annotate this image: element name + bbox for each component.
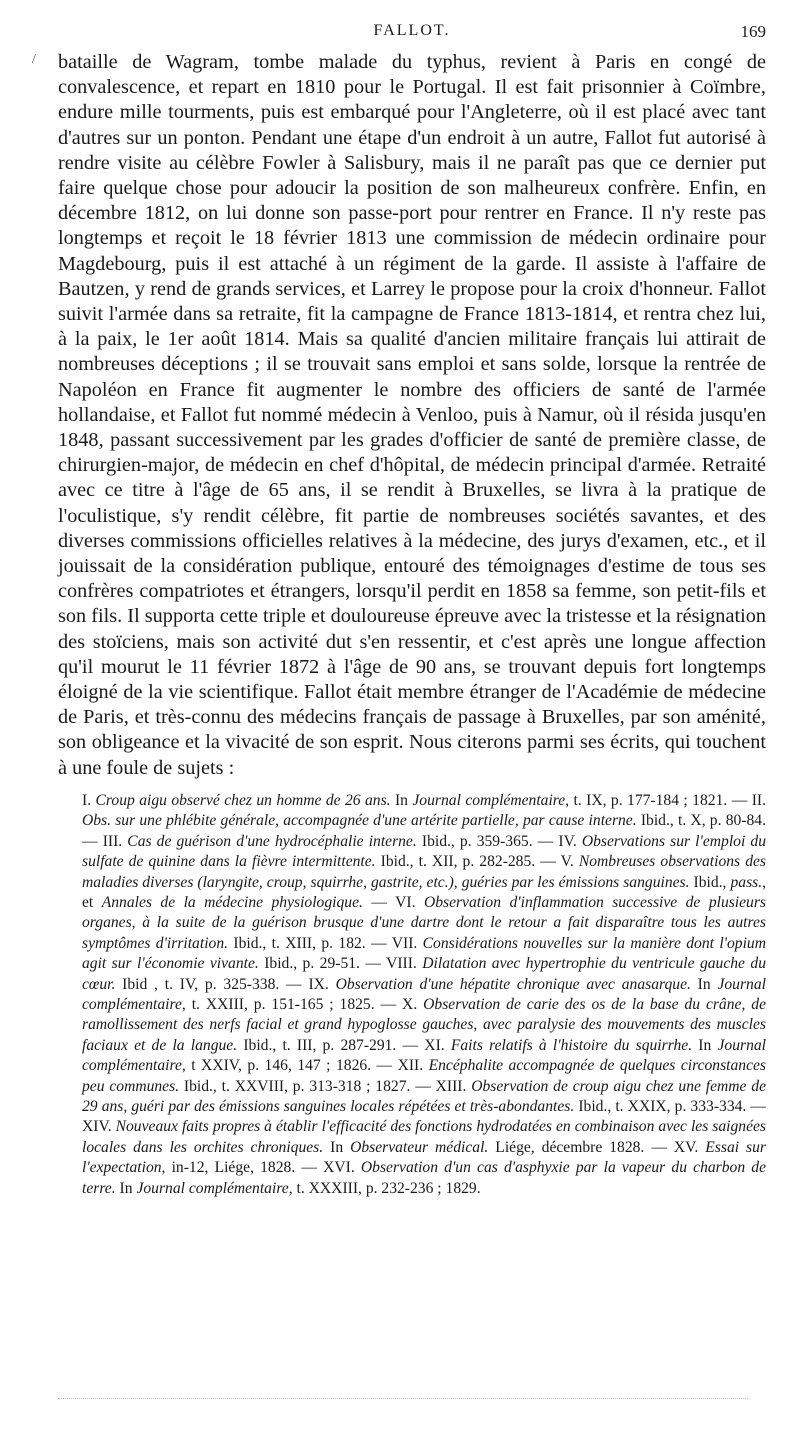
note-title: Observation d'un cas d'asphyxie par la vapeur du charbon de terre. [82,1159,766,1197]
note-title: Obs. sur une phlébite générale, accompagnée d'une artérite partielle, par cause interne. [82,812,637,830]
note-title: Nombreuses observations des maladies diverses (laryngite, croup, squirrhe, gastrite, etc.), guéries par les émissions sanguines. [82,853,766,891]
note-text: In [390,791,413,809]
note-text: , et [82,873,767,911]
note-text: Liége, décembre 1828. — XV. [488,1138,706,1156]
note-text: In [692,1036,718,1054]
note-title: Dilatation avec hypertrophie du ventricule gauche du cœur. [82,955,766,993]
note-text: Ibid., t. X, p. 80-84. — III. [82,812,766,850]
note-text: Ibid., t. XIII, p. 182. — VII. [228,934,423,952]
page-header [32,22,766,67]
note-title: Journal complémentaire [82,1036,767,1075]
note-title: Journal complémentaire [136,1179,289,1197]
note-title: Journal complémentaire [412,791,566,809]
note-title: Faits relatifs à l'histoire du squirrhe. [450,1036,693,1054]
note-text: Ibid., p. 359-365. — IV. [416,832,582,850]
note-title: Journal complémentaire [82,975,766,1013]
note-text: Ibid., t. XXVIII, p. 313-318 ; 1827. — XIII. [179,1077,472,1095]
bottom-dotted-rule [58,1398,748,1399]
note-title: Observation d'une hépatite chronique avec anasarque. [335,975,691,993]
page-number: 169 [740,22,766,41]
note-title: Observation de croup aigu chez une femme de 29 ans, guéri par des émissions sanguines locales répétées et très-abondantes. [82,1077,767,1115]
note-title: Observations sur l'emploi du sulfate de quinine dans la fièvre intermittente. [82,832,766,871]
note-text: , t XXIV, p. 146, 147 ; 1826. — XII. [181,1057,429,1075]
note-title: Cas de guérison d'une hydrocéphalie interne. [127,832,417,850]
note-text: In [323,1138,351,1156]
note-title: Annales de la médecine physiologique. [101,893,363,911]
note-text: Ibid., t. III, p. 287-291. — XI. [237,1036,451,1054]
note-title: Considérations nouvelles sur la manière dont l'opium agit sur l'économie vivante. [82,934,766,973]
note-title: Nouveaux faits propres à établir l'efficacité des fonctions hydrodatées en combinaison avec les saignées locales dans les orchites chroniques. [82,1118,766,1156]
note-title: pass. [730,873,763,891]
running-title: FALLOT. [373,22,451,39]
note-text: , in-12, Liége, 1828. — XVI. [161,1159,361,1177]
note-text: Ibid., t. XII, p. 282-285. — V. [375,853,579,871]
note-text: Ibid., t. XXIX, p. 333-334. — XIV. [82,1097,766,1136]
note-title: Observation de carie des os de la base du crâne, de ramollissement des nerfs facial et grand hypoglosse gauches, avec paralysie des mouvements des muscles faciaux et de la langue. [82,995,766,1054]
note-text: , t. XXXIII, p. 232-236 ; 1829. [288,1179,481,1197]
note-text: Ibid., p. 29-51. — VIII. [258,955,423,973]
bibliography-notes [58,791,766,1199]
note-title: Encéphalite accompagnée de quelques circonstances peu communes. [82,1057,766,1095]
note-text: In [690,975,718,993]
note-title: Croup aigu observé chez un homme de 26 ans. [95,791,391,809]
note-title: Essai sur l'expectation [82,1138,766,1177]
note-title: Observateur médical. [350,1138,489,1156]
note-text: , t. XXIII, p. 151-165 ; 1825. — X. [181,995,424,1013]
note-text: I. [82,791,96,809]
margin-mark: / [32,52,36,67]
note-title: Observation d'inflammation successive de plusieurs organes, à la suite de la guérison brusque d'une dartre dont le retour a fait disparaître tous les autres symptômes d'irritation. [82,893,766,952]
notes-paragraph [82,791,766,1199]
note-text: Ibid , t. IV, p. 325-338. — IX. [115,975,336,993]
note-text: Ibid., [689,873,731,891]
body-paragraph: bataille de Wagram, tombe malade du typhus, revient à Paris en congé de convalescence, et repart en 1810 pour le Portugal. Il est fait prisonnier à Coïmbre, endure mille tourments, puis est embarqué pour l'Angleterre, où il est placé avec tant d'autres sur un ponton. Pendant une étape d'un endroit à un autre, Fallot fut autorisé à rendre visite au célèbre Fowler à Salisbury, mais il ne paraît pas que ce dernier put faire quelque chose pour adoucir la position de son malheureux confrère. Enfin, en décembre 1812, on lui donne son passe-port pour rentrer en France. Il n'y reste pas longtemps et reçoit le 18 février 1813 une commission de médecin ordinaire pour Magdebourg, puis il est attaché à un régiment de la garde. Il assiste à l'affaire de Bautzen, y rend de grands services, et Larrey le propose pour la croix d'honneur. Fallot suivit l'armée dans sa retraite, fit la campagne de France 1813-1814, et rentra chez lui, à la paix, le 1er août 1814. Mais sa qualité d'ancien militaire français lui attirait de nombreuses déceptions ; il se trouvait sans emploi et sans solde, lorsque la rentrée de Napoléon en France fit augmenter le nombre des officiers de santé de l'armée hollandaise, et Fallot fut nommé médecin à Venloo, puis à Namur, où il résida jusqu'en 1848, passant successivement par les grades d'officier de santé de première classe, de chirurgien-major, de médecin en chef d'hôpital, de médecin principal d'armée. Retraité avec ce titre à l'âge de 65 ans, il se rendit à Bruxelles, se livra à la pratique de l'oculistique, s'y rendit célèbre, fit partie de nombreuses sociétés savantes, et des diverses commissions officielles relatives à la médecine, des jurys d'examen, etc., et il jouissait de la considération publique, entouré des témoignages d'estime de tous ses confrères compatriotes et étrangers, lorsqu'il perdit en 1858 sa femme, son petit-fils et son fils. Il supporta cette triple et douloureuse épreuve avec la tristesse et la résignation des stoïciens, mais son activité dut s'en ressentir, et c'est après une longue affection qu'il mourut le 11 février 1872 à l'âge de 90 ans, se trouvant depuis fort longtemps éloigné de la vie scientifique. Fallot était membre étranger de l'Académie de médecine de Paris, et très-connu des médecins français de passage à Bruxelles, par son aménité, son obligeance et la vivacité de son esprit. Nous citerons parmi ses écrits, qui touchent à une foule de sujets : [58,51,766,779]
note-text: , t. IX, p. 177-184 ; 1821. — II. [565,791,766,809]
page [32,22,767,1199]
note-text: In [115,1179,137,1197]
note-text: — VI. [362,893,424,911]
